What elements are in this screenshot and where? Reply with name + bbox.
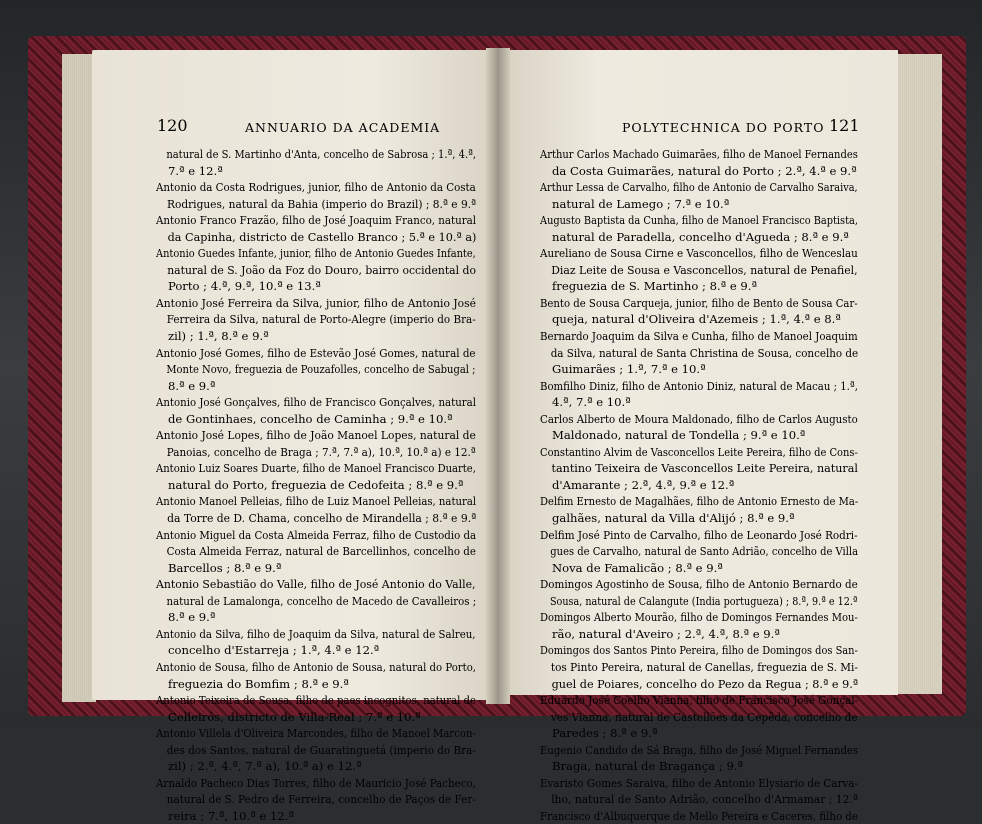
text-line: natural de Paradella, concelho d'Agueda ; 8.ª e 9.ª [552,229,849,244]
text-line: Braga, natural de Bragança ; 9.ª [552,759,744,774]
text-line: Antonio Teixeira de Sousa, filho de paes incognitos, natural de [156,693,476,708]
text-line: Antonio José Gomes, filho de Estevão José Gomes, natural de [156,345,476,360]
right-page-number: 121 [829,116,860,135]
text-line: Barcellos ; 8.ª e 9.ª [168,560,282,575]
text-line: Guimarães ; 1.ª, 7.ª e 10.ª [552,362,706,377]
text-line: reira ; 7.ª, 10.ª e 12.ª [168,808,294,823]
text-line: Bento de Sousa Carqueja, junior, filho de Bento de Sousa Car- [540,295,858,310]
text-line: Antonio Miguel da Costa Almeida Ferraz, filho de Custodio da [156,527,477,542]
text-line: natural de S. Martinho d'Anta, concelho de Sabrosa ; 1.ª, 4.ª, [166,147,477,161]
text-line: Domingos Alberto Mourão, filho de Domingos Fernandes Mou- [540,610,858,625]
text-line: Antonio Franco Frazão, filho de José Joaquim Franco, natural [156,213,477,228]
text-line: lho, natural de Santo Adrião, concelho d'Armamar ; 12.ª [551,792,859,807]
text-line: Carlos Alberto de Moura Maldonado, filho de Carlos Augusto [540,411,858,426]
book-gutter [486,48,510,704]
text-line: Evaristo Gomes Saraiva, filho de Antonio Elysiario de Carva- [540,775,858,790]
text-line: 4.ª, 7.ª e 10.ª [552,395,631,410]
text-line: Antonio da Costa Rodrigues, junior, filho de Antonio da Costa [156,180,476,195]
text-line: Antonio Luiz Soares Duarte, filho de Manoel Francisco Duarte, [156,461,476,476]
text-line: Antonio Sebastião do Valle, filho de José Antonio do Valle, [156,577,476,592]
page-edges-right [896,54,942,694]
page-edges-left [62,54,96,702]
text-line: 8.ª e 9.ª [168,378,216,393]
text-line: da Capinha, districto de Castello Branco ; 5.ª e 10.ª a) [167,229,477,244]
text-line: Antonio José Lopes, filho de João Manoel Lopes, natural de [156,428,476,443]
text-line: gues de Carvalho, natural de Santo Adrião, concelho de Villa [550,544,859,559]
text-line: Maldonado, natural de Tondella ; 9.ª e 10.ª [552,428,806,443]
text-line: Paredes ; 8.ª e 9.ª [552,726,658,741]
text-line: Porto ; 4.ª, 9.ª, 10.ª e 13.ª [168,279,321,294]
text-line: d'Amarante ; 2.ª, 4.ª, 9.ª e 12.ª [552,477,735,492]
text-line: Antonio José Ferreira da Silva, junior, filho de Antonio José [156,295,476,310]
text-line: Antonio da Silva, filho de Joaquim da Silva, natural de Salreu, [156,626,476,641]
text-line: des dos Santos, natural de Guaratinguetá (imperio do Bra- [166,742,476,757]
text-line: da Torre de D. Chama, concelho de Mirandella ; 8.ª e 9.ª [167,511,477,526]
left-page-number: 120 [157,116,188,135]
text-line: 7.ª e 12.ª [168,163,223,178]
text-line: Domingos Agostinho de Sousa, filho de Antonio Bernardo de [540,577,858,592]
text-line: Domingos dos Santos Pinto Pereira, filho de Domingos dos San- [540,643,858,658]
text-line: natural do Porto, freguezia de Cedofeita ; 8.ª e 9.ª [168,477,464,492]
text-line: tantino Teixeira de Vasconcellos Leite Pereira, natural [551,461,858,476]
text-line: Monte Novo, freguezia de Pouzafolles, concelho de Sabugal ; [166,362,476,377]
text-line: Francisco d'Albuquerque de Mello Pereira e Caceres, filho de [540,808,858,823]
text-line: concelho d'Estarreja ; 1.ª, 4.ª e 12.ª [168,643,380,658]
left-header-title: ANNUARIO DA ACADEMIA [245,120,441,135]
text-line: Costa Almeida Ferraz, natural de Barcellinhos, concelho de [166,544,476,559]
text-line: Eduardo José Coelho Vianna, filho de Francisco José Gonçal- [540,693,859,708]
text-line: Augusto Baptista da Cunha, filho de Manoel Francisco Baptista, [540,213,858,228]
text-line: Arthur Carlos Machado Guimarães, filho de Manoel Fernandes [540,147,858,161]
text-line: natural de Lamalonga, concelho de Macedo de Cavalleiros ; [166,593,477,608]
text-line: Arnaldo Pacheco Dias Torres, filho de Mauricio José Pacheco, [156,775,476,790]
text-line: ves Vianna, natural de Castellões da Cepêda, concelho de [550,709,858,724]
text-line: zil) ; 2.ª, 4.ª, 7.ª a), 10.ª a) e 12.ª [168,759,362,774]
text-line: Bernardo Joaquim da Silva e Cunha, filho de Manoel Joaquim [540,329,858,344]
text-line: natural de S. Pedro de Ferreira, concelho de Paços de Fer- [166,792,476,807]
left-running-head [157,116,188,135]
text-line: Celleirós, districto de Villa-Real ; 7.ª e 10.ª [168,709,421,724]
text-line: Nova de Famalicão ; 8.ª e 9.ª [552,560,723,575]
text-line: Aureliano de Sousa Cirne e Vasconcellos, filho de Wenceslau [540,246,858,261]
text-line: Arthur Lessa de Carvalho, filho de Antonio de Carvalho Saraiva, [540,180,858,195]
text-line: Delfim Ernesto de Magalhães, filho de Antonio Ernesto de Ma- [540,494,859,509]
text-line: galhães, natural da Villa d'Alijó ; 8.ª e 9.ª [552,511,795,526]
text-line: Antonio de Sousa, filho de Antonio de Sousa, natural do Porto, [156,659,477,674]
text-line: zil) ; 1.ª, 8.ª e 9.ª [168,329,269,344]
text-line: natural de Lamego ; 7.ª e 10.ª [552,196,730,211]
text-line: Ferreira da Silva, natural de Porto-Alegre (imperio do Bra- [166,312,476,327]
text-line: freguezia do Bomfim ; 8.ª e 9.ª [168,676,349,691]
right-running-head [829,116,860,135]
text-line: da Silva, natural de Santa Christina de Sousa, concelho de [550,345,859,360]
text-line: Sousa, natural de Calangute (India portugueza) ; 8.ª, 9.ª e 12.ª [549,593,858,608]
text-line: Eugenio Candido de Sá Braga, filho de José Miguel Fernandes [540,742,859,757]
text-line: Antonio Guedes Infante, junior, filho de Antonio Guedes Infante, [156,246,476,261]
text-line: guel de Poiares, concelho do Pezo da Regua ; 8.ª e 9.ª [551,676,859,691]
text-line: Delfim José Pinto de Carvalho, filho de Leonardo José Rodri- [540,527,858,542]
text-line: rão, natural d'Aveiro ; 2.ª, 4.ª, 8.ª e 9.ª [552,626,780,641]
text-line: natural de S. João da Foz do Douro, bairro occidental do [167,262,476,277]
text-line: Bomfilho Diniz, filho de Antonio Diniz, natural de Macau ; 1.ª, [540,378,858,393]
text-line: Antonio José Gonçalves, filho de Francisco Gonçalves, natural [156,395,476,410]
text-line: queja, natural d'Oliveira d'Azemeis ; 1.ª, 4.ª e 8.ª [552,312,841,327]
right-header-title: POLYTECHNICA DO PORTO [622,120,825,135]
left-page-text [156,146,476,824]
text-line: Rodrigues, natural da Bahia (imperio do Brazil) ; 8.ª e 9.ª [166,196,477,211]
text-line: Panoias, concelho de Braga ; 7.ª, 7.ª a), 10.ª, 10.ª a) e 12.ª [166,444,476,459]
text-line: tos Pinto Pereira, natural de Canellas, freguezia de S. Mi- [550,659,858,674]
right-page-text [540,146,858,824]
text-line: freguezia de S. Martinho ; 8.ª e 9.ª [552,279,757,294]
text-line: Constantino Alvim de Vasconcellos Leite Pereira, filho de Cons- [540,444,858,459]
text-line: Diaz Leite de Sousa e Vasconcellos, natural de Penafiel, [551,262,858,277]
text-line: 8.ª e 9.ª [168,610,216,625]
text-line: Antonio Villela d'Oliveira Marcondes, filho de Manoel Marcon- [156,726,476,741]
text-line: da Costa Guimarães, natural do Porto ; 2.ª, 4.ª e 9.ª [552,163,857,178]
text-line: Antonio Manoel Pelleias, filho de Luiz Manoel Pelleias, natural [156,494,477,509]
text-line: de Gontinhaes, concelho de Caminha ; 9.ª e 10.ª [168,411,453,426]
